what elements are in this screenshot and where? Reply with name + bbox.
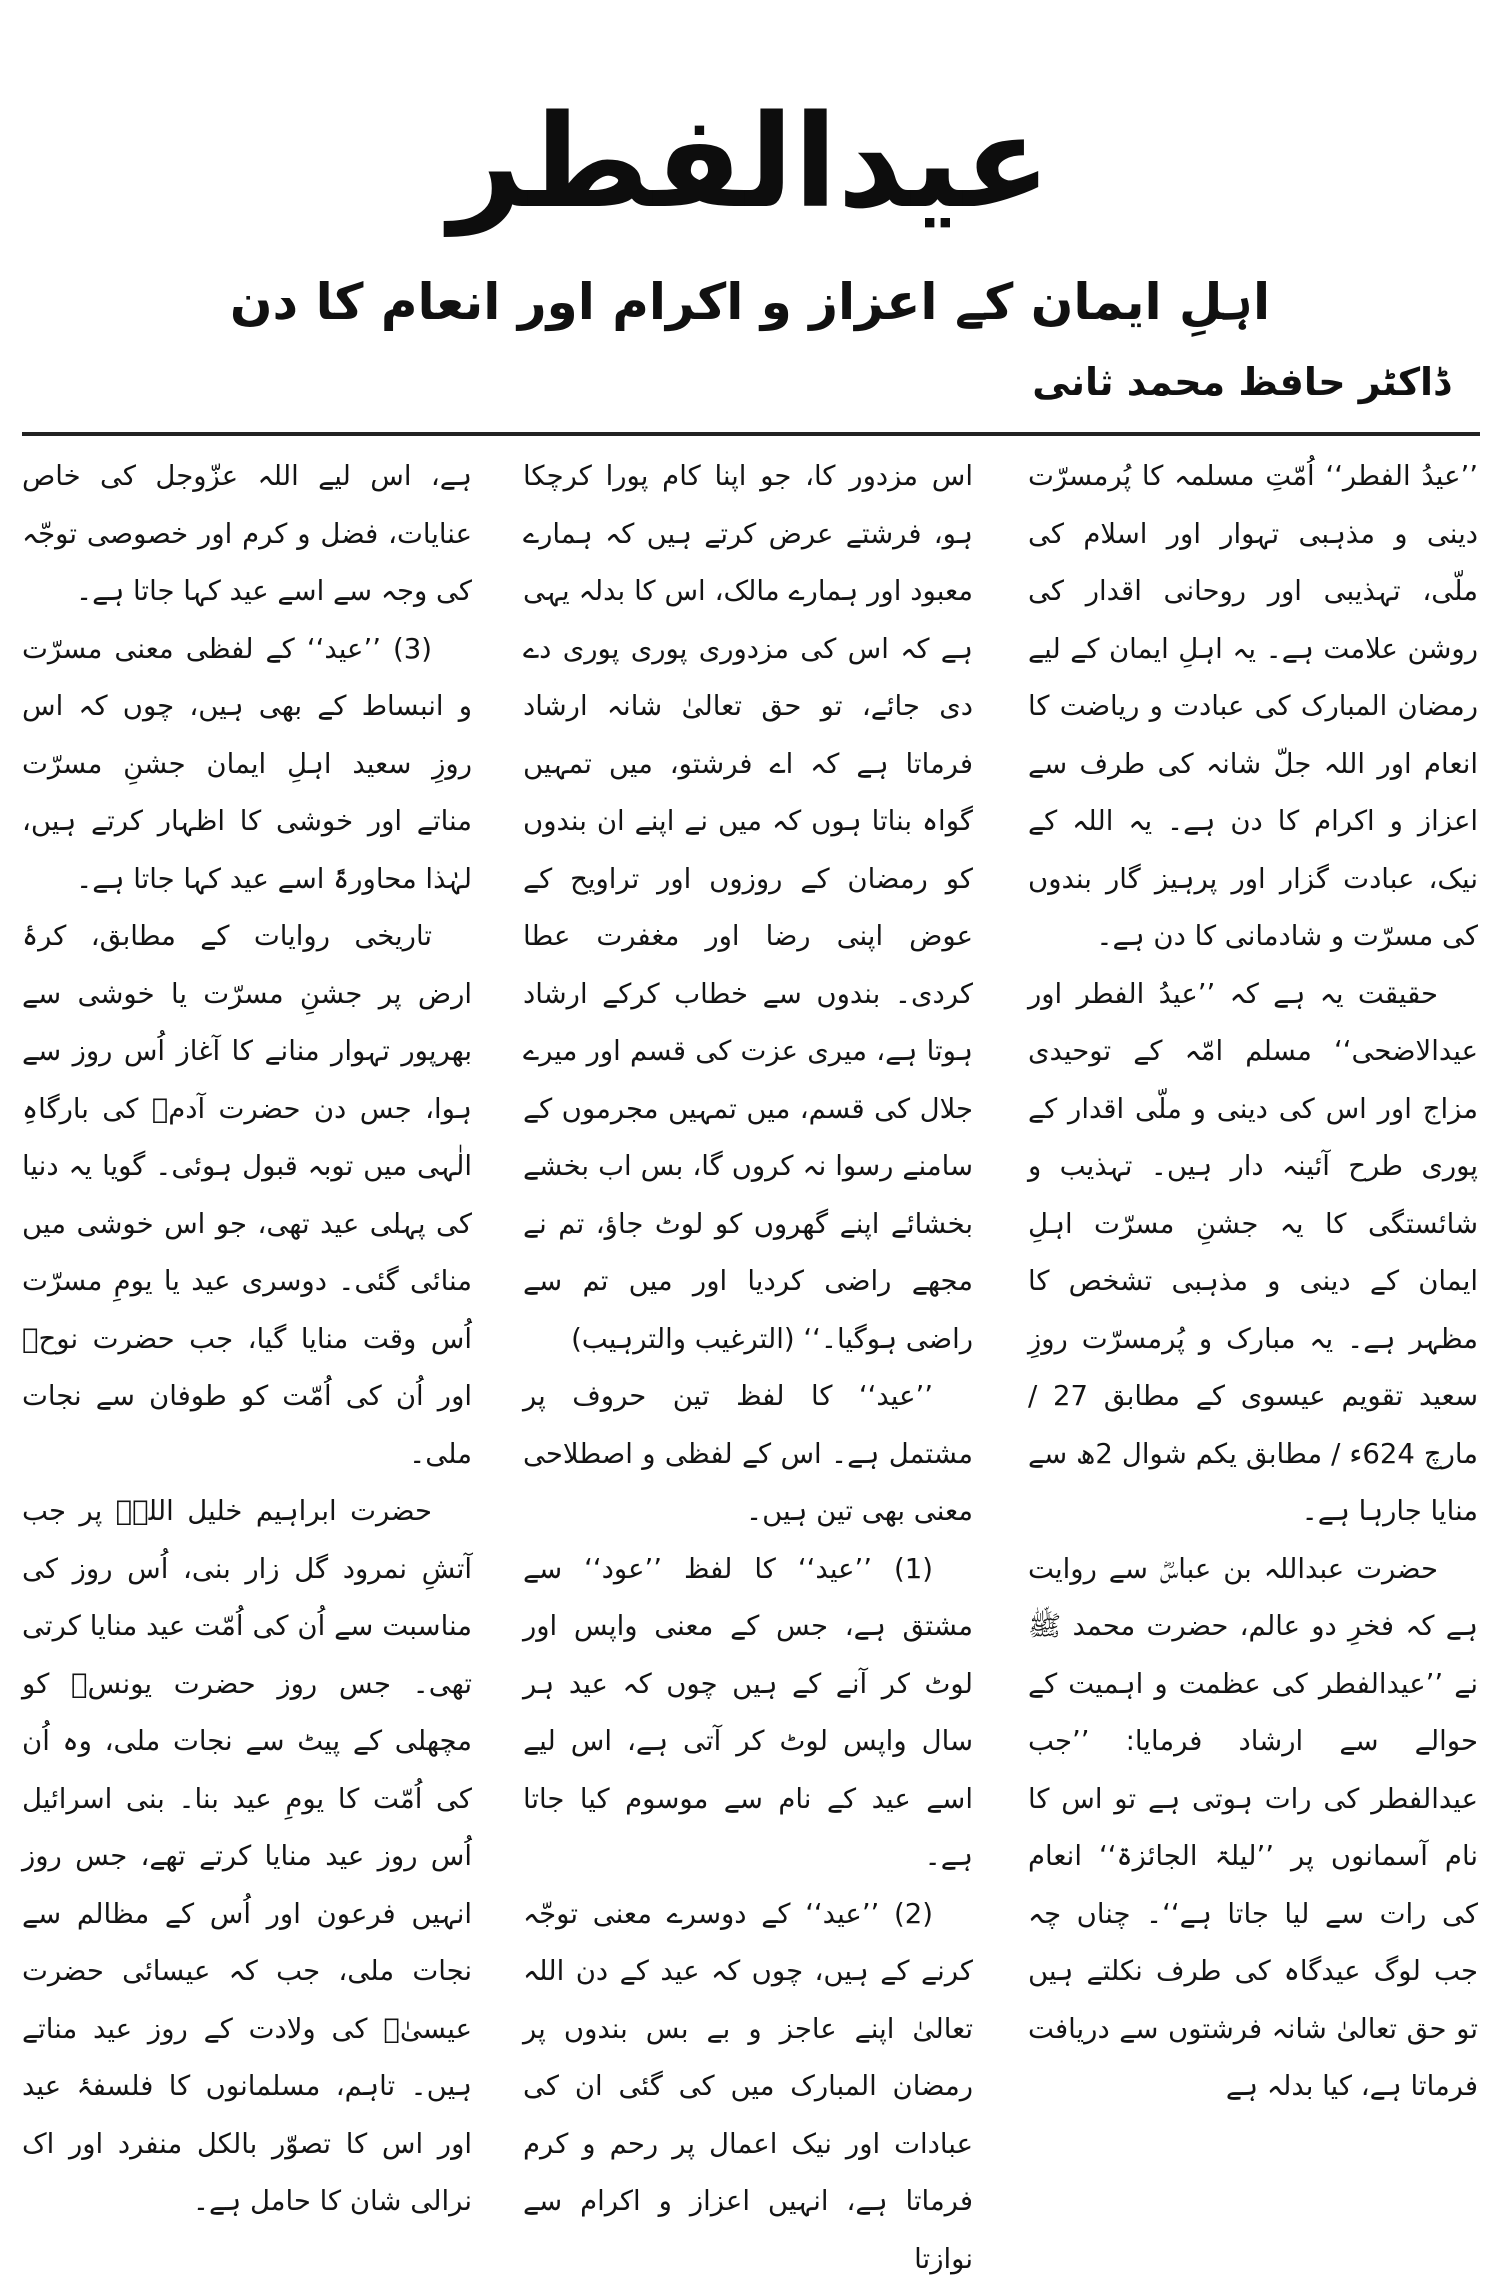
paragraph: (3) ’’عید‘‘ کے لفظی معنی مسرّت و انبساط کے بھی ہیں، چوں کہ اس روزِ سعید اہلِ ایمان جشنِ مسرّت مناتے اور خوشی کا اظہار کرتے ہیں، لہٰذا محاورۃً اسے عید کہا جاتا ہے۔ [22,621,472,909]
article-subtitle: اہلِ ایمان کے اعزاز و اکرام اور انعام کا دن [0,262,1500,342]
paragraph: ’’عید‘‘ کا لفظ تین حروف پر مشتمل ہے۔ اس کے لفظی و اصطلاحی معنی بھی تین ہیں۔ [523,1368,973,1541]
column-right [1028,448,1478,2183]
paragraph: (2) ’’عید‘‘ کے دوسرے معنی توجّہ کرنے کے ہیں، چوں کہ عید کے دن اللہ تعالیٰ اپنے عاجز و بے بس بندوں پر رمضان المبارک میں کی گئی ان کی عبادات اور نیک اعمال پر رحم و کرم فرماتا ہے، انہیں اعزاز و اکرام سے نوازتا [523,1886,973,2288]
column-middle [523,448,973,2183]
paragraph: حضرت ابراہیم خلیل اللہؑ پر جب آتشِ نمرود گل زار بنی، اُس روز کی مناسبت سے اُن کی اُمّت عید منایا کرتی تھی۔ جس روز حضرت یونسؑ کو مچھلی کے پیٹ سے نجات ملی، وہ اُن کی اُمّت کا یومِ عید بنا۔ بنی اسرائیل اُس روز عید منایا کرتے تھے، جس روز انہیں فرعون اور اُس کے مظالم سے نجات ملی، جب کہ عیسائی حضرت عیسیٰؑ کی ولادت کے روز عید مناتے ہیں۔ تاہم، مسلمانوں کا فلسفۂ عید اور اس کا تصوّر بالکل منفرد اور اک نرالی شان کا حامل ہے۔ [22,1483,472,2231]
paragraph: ’’عیدُ الفطر‘‘ اُمّتِ مسلمہ کا پُرمسرّت دینی و مذہبی تہوار اور اسلام کی ملّی، تہذیبی اور روحانی اقدار کی روشن علامت ہے۔ یہ اہلِ ایمان کے لیے رمضان المبارک کی عبادت و ریاضت کا انعام اور اللہ جلّ شانہ کی طرف سے اعزاز و اکرام کا دن ہے۔ یہ اللہ کے نیک، عبادت گزار اور پرہیز گار بندوں کی مسرّت و شادمانی کا دن ہے۔ [1028,448,1478,966]
paragraph: اس مزدور کا، جو اپنا کام پورا کرچکا ہو، فرشتے عرض کرتے ہیں کہ ہمارے معبود اور ہمارے مالک، اس کا بدلہ یہی ہے کہ اس کی مزدوری پوری پوری دے دی جائے، تو حق تعالیٰ شانہ ارشاد فرماتا ہے کہ اے فرشتو، میں تمہیں گواہ بناتا ہوں کہ میں نے اپنے ان بندوں کو رمضان کے روزوں اور تراویح کے عوض اپنی رضا اور مغفرت عطا کردی۔ بندوں سے خطاب کرکے ارشاد ہوتا ہے، میری عزت کی قسم اور میرے جلال کی قسم، میں تمہیں مجرموں کے سامنے رسوا نہ کروں گا، بس اب بخشے بخشائے اپنے گھروں کو لوٹ جاؤ، تم نے مجھے راضی کردیا اور میں تم سے راضی ہوگیا۔‘‘ (الترغیب والترہیب) [523,448,973,1368]
paragraph: (1) ’’عید‘‘ کا لفظ ’’عود‘‘ سے مشتق ہے، جس کے معنی واپس اور لوٹ کر آنے کے ہیں چوں کہ عید ہر سال واپس لوٹ کر آتی ہے، اس لیے اسے عید کے نام سے موسوم کیا جاتا ہے۔ [523,1541,973,1886]
paragraph: ہے، اس لیے اللہ عزّوجل کی خاص عنایات، فضل و کرم اور خصوصی توجّہ کی وجہ سے اسے عید کہا جاتا ہے۔ [22,448,472,621]
paragraph: حقیقت یہ ہے کہ ’’عیدُ الفطر اور عیدالاضحی‘‘ مسلم امّہ کے توحیدی مزاج اور اس کی دینی و ملّی اقدار کے پوری طرح آئینہ دار ہیں۔ تہذیب و شائستگی کا یہ جشنِ مسرّت اہلِ ایمان کے دینی و مذہبی تشخص کا مظہر ہے۔ یہ مبارک و پُرمسرّت روزِ سعید تقویم عیسوی کے مطابق 27 / مارچ 624ء / مطابق یکم شوال 2ھ سے منایا جارہا ہے۔ [1028,966,1478,1541]
author-byline: ڈاکٹر حافظ محمد ثانی [1032,352,1450,412]
column-left [22,448,472,2183]
paragraph: تاریخی روایات کے مطابق، کرۂ ارض پر جشنِ مسرّت یا خوشی سے بھرپور تہوار منانے کا آغاز اُس روز سے ہوا، جس دن حضرت آدمؑ کی بارگاہِ الٰہی میں توبہ قبول ہوئی۔ گویا یہ دنیا کی پہلی عید تھی، جو اس خوشی میں منائی گئی۔ دوسری عید یا یومِ مسرّت اُس وقت منایا گیا، جب حضرت نوحؑ اور اُن کی اُمّت کو طوفان سے نجات ملی۔ [22,908,472,1483]
paragraph: حضرت عبداللہ بن عباسؓ سے روایت ہے کہ فخرِ دو عالم، حضرت محمد ﷺ نے ’’عیدالفطر کی عظمت و اہمیت کے حوالے سے ارشاد فرمایا: ’’جب عیدالفطر کی رات ہوتی ہے تو اس کا نام آسمانوں پر ’’لیلۃ الجائزۃ‘‘ انعام کی رات سے لیا جاتا ہے‘‘۔ چناں چہ جب لوگ عیدگاہ کی طرف نکلتے ہیں تو حق تعالیٰ شانہ فرشتوں سے دریافت فرماتا ہے، کیا بدلہ ہے [1028,1541,1478,2116]
article-title: عیدالفطر [0,78,1500,248]
header-divider [22,432,1480,436]
